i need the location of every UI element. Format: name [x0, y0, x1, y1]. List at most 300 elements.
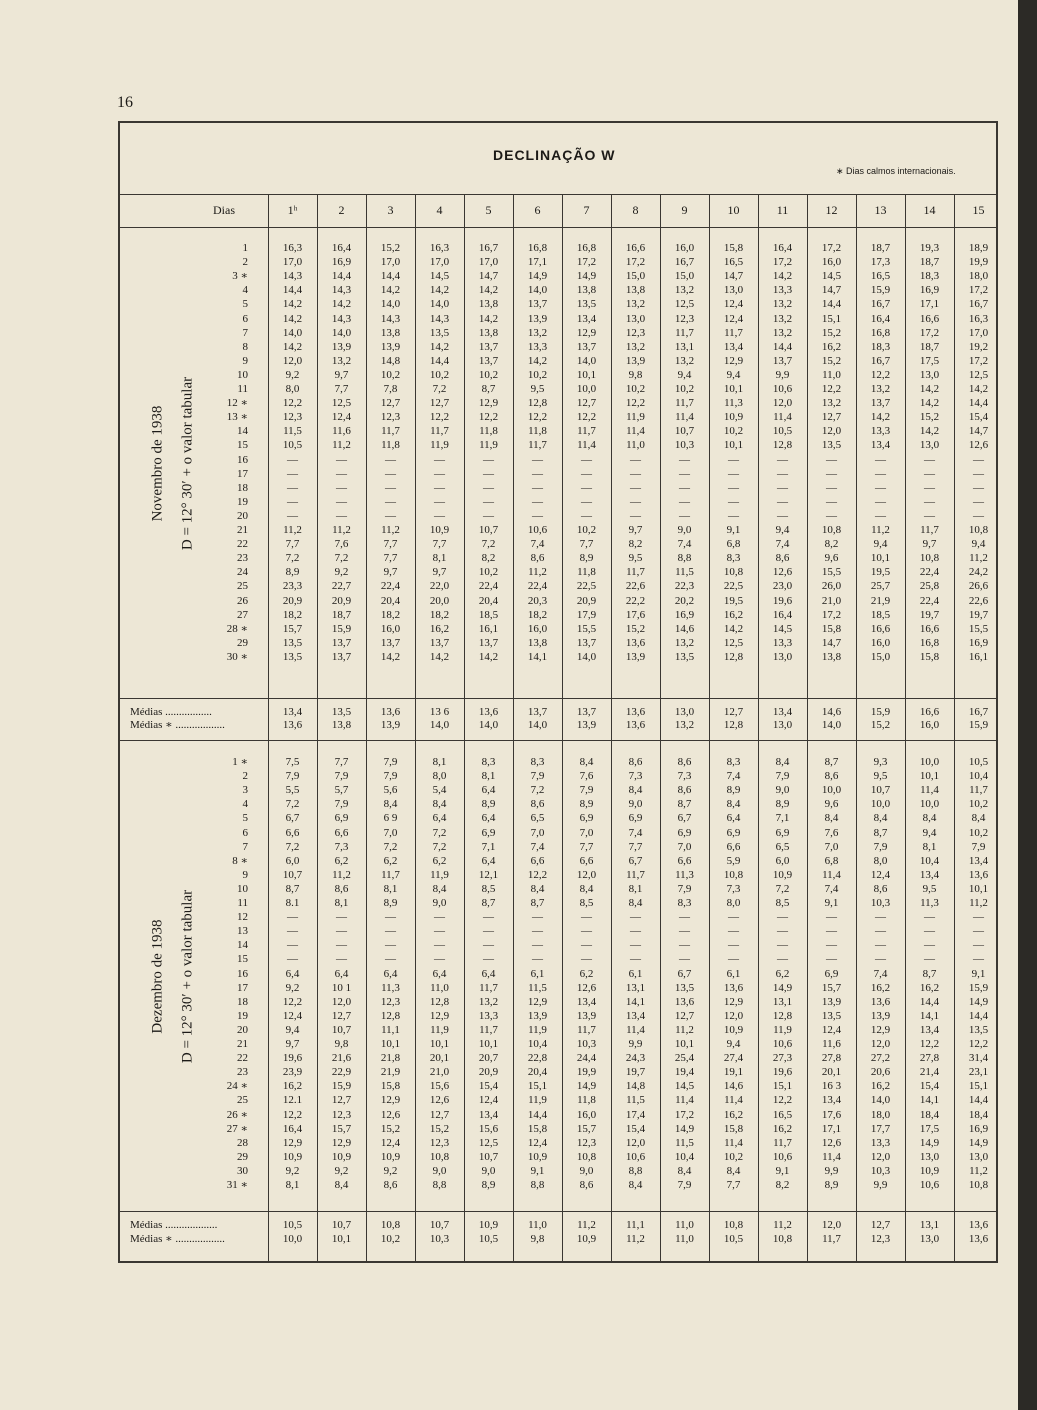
value-cell: 11,8	[381, 439, 400, 452]
value-cell: 10,9	[331, 1150, 352, 1163]
value-cell: 19,5	[870, 566, 891, 579]
value-cell: —	[385, 495, 396, 508]
header-hour-6: 6	[534, 203, 541, 217]
value-cell: 15,7	[821, 981, 842, 994]
value-cell: 10,7	[674, 425, 695, 438]
value-cell: 8,1	[922, 840, 937, 853]
value-cell: 10,7	[282, 868, 303, 881]
value-cell: —	[385, 481, 396, 494]
column-separator-14	[905, 194, 906, 1261]
december-side-label-1: Dezembro de 1938	[149, 919, 166, 1034]
column-separator-13	[856, 194, 857, 1261]
table-row	[130, 495, 1000, 509]
value-cell: 16,3	[968, 312, 989, 325]
value-cell: 10,9	[772, 868, 793, 881]
value-cell: —	[630, 495, 641, 508]
value-cell: 12,2	[870, 368, 891, 381]
value-cell: 16,6	[919, 312, 940, 325]
value-cell: 22,4	[919, 566, 940, 579]
value-cell: —	[973, 453, 984, 466]
table-row	[130, 368, 1000, 382]
value-cell: 12,8	[723, 650, 744, 663]
value-cell: 10,2	[429, 368, 450, 381]
value-cell: —	[826, 495, 837, 508]
value-cell: —	[973, 495, 984, 508]
value-cell: 14,9	[772, 981, 793, 994]
value-cell: 13,2	[821, 397, 842, 410]
value-cell: 8,5	[775, 897, 790, 909]
value-cell: 18,7	[331, 608, 352, 621]
value-cell: 13,2	[625, 340, 646, 353]
value-cell: 22,5	[576, 580, 597, 593]
value-cell: 6,1	[628, 967, 643, 980]
value-cell: 9,4	[971, 538, 986, 551]
value-cell: 22,3	[674, 580, 695, 593]
value-cell: 14,9	[674, 1122, 695, 1135]
value-cell: 8,2	[481, 552, 496, 565]
table-row	[130, 1037, 1000, 1051]
value-cell: —	[336, 925, 347, 938]
value-cell: 14,2	[968, 383, 989, 395]
media-cell: 11,0	[675, 1219, 694, 1231]
value-cell: 11,7	[381, 868, 400, 881]
value-cell: 12,8	[429, 995, 450, 1008]
media-cell: 10,8	[772, 1233, 793, 1245]
value-cell: 16,3	[282, 242, 303, 254]
value-cell: 14,0	[380, 298, 401, 311]
value-cell: 10,4	[527, 1038, 548, 1050]
value-cell: 8,6	[579, 1179, 594, 1191]
value-cell: 6,4	[481, 784, 496, 797]
media-cell: 13,4	[772, 706, 793, 718]
media-cell: 13,1	[919, 1219, 940, 1231]
value-cell: 10,8	[429, 1150, 450, 1163]
day-number: 9	[242, 354, 248, 367]
value-cell: 8,1	[432, 552, 447, 565]
value-cell: —	[826, 925, 837, 938]
value-cell: 11,5	[675, 566, 694, 579]
value-cell: 14,7	[478, 270, 499, 283]
value-cell: 15,4	[625, 1122, 646, 1135]
value-cell: 8,9	[775, 798, 790, 811]
value-cell: 15,4	[919, 1080, 940, 1093]
value-cell: 12,7	[331, 1094, 352, 1107]
value-cell: 12,9	[870, 1023, 891, 1036]
value-cell: 20,9	[331, 594, 352, 607]
value-cell: 12,7	[331, 1009, 352, 1022]
value-cell: 6,7	[628, 854, 643, 867]
value-cell: 10,8	[968, 524, 989, 536]
value-cell: —	[581, 509, 592, 522]
value-cell: 6,6	[726, 840, 741, 853]
value-cell: —	[336, 911, 347, 924]
value-cell: 11,7	[626, 868, 645, 881]
value-cell: 12,4	[527, 1136, 548, 1149]
day-number: 15	[237, 953, 248, 966]
value-cell: —	[630, 453, 641, 466]
media-cell: 12,7	[870, 1219, 891, 1231]
header-hour-13: 13	[874, 203, 887, 217]
media-cell: 10,9	[478, 1219, 499, 1231]
table-row	[130, 769, 1000, 783]
value-cell: 15,4	[478, 1080, 499, 1093]
value-cell: 13,7	[331, 636, 352, 649]
value-cell: 10,1	[723, 383, 744, 395]
value-cell: 11,9	[479, 439, 498, 452]
media-cell: 9,8	[530, 1233, 545, 1245]
table-row	[130, 382, 1000, 396]
value-cell: —	[581, 953, 592, 966]
table-row	[130, 467, 1000, 481]
value-cell: 13,0	[919, 368, 940, 381]
table-row	[130, 283, 1000, 297]
value-cell: 16,0	[674, 242, 695, 254]
value-cell: 17,2	[821, 608, 842, 621]
value-cell: 15,0	[674, 270, 695, 283]
value-cell: 7,4	[628, 826, 643, 839]
value-cell: 9,2	[285, 368, 300, 381]
value-cell: 16 3	[821, 1080, 842, 1093]
value-cell: 7,9	[775, 770, 790, 783]
value-cell: 10,1	[478, 1038, 499, 1050]
value-cell: 10,8	[723, 566, 744, 579]
value-cell: 12,7	[821, 411, 842, 424]
value-cell: —	[532, 911, 543, 924]
value-cell: 11,5	[528, 981, 547, 994]
value-cell: 22,8	[527, 1052, 548, 1065]
value-cell: 6,4	[383, 967, 398, 980]
value-cell: 13,9	[821, 995, 842, 1008]
value-cell: 17,0	[380, 256, 401, 269]
value-cell: 25,8	[919, 580, 940, 593]
value-cell: 20,7	[478, 1052, 499, 1065]
value-cell: 11,2	[332, 524, 351, 536]
day-number: 12 ∗	[226, 397, 248, 410]
value-cell: 22,4	[380, 580, 401, 593]
value-cell: —	[287, 939, 298, 952]
value-cell: —	[287, 509, 298, 522]
header-hour-1: 1ʰ	[287, 203, 298, 217]
value-cell: 10,2	[723, 425, 744, 438]
value-cell: 13,8	[380, 326, 401, 339]
media-cell: 13,7	[527, 706, 548, 718]
table-row	[130, 995, 1000, 1009]
day-number: 7	[242, 326, 248, 339]
value-cell: 14,2	[772, 270, 793, 283]
day-number: 7	[242, 840, 248, 853]
value-cell: 21,9	[380, 1066, 401, 1079]
value-cell: 12,0	[821, 425, 842, 438]
value-cell: 13,0	[625, 312, 646, 325]
value-cell: 14,0	[429, 298, 450, 311]
value-cell: 15,8	[527, 1122, 548, 1135]
value-cell: 22,0	[429, 580, 450, 593]
value-cell: —	[728, 453, 739, 466]
media-cell: 14,0	[478, 719, 499, 731]
value-cell: 20,2	[674, 594, 695, 607]
value-cell: 17,5	[919, 1122, 940, 1135]
table-row	[130, 269, 1000, 283]
value-cell: 7,2	[285, 840, 300, 853]
header-hour-2: 2	[338, 203, 345, 217]
value-cell: 17,3	[870, 256, 891, 269]
value-cell: 11,9	[773, 1023, 792, 1036]
value-cell: 14,3	[331, 312, 352, 325]
table-row	[130, 523, 1000, 537]
value-cell: 9,7	[922, 538, 937, 551]
table-row	[130, 1164, 1000, 1178]
value-cell: 8,6	[530, 552, 545, 565]
value-cell: 11,2	[381, 524, 400, 536]
table-row	[130, 551, 1000, 565]
value-cell: 15,0	[870, 650, 891, 663]
value-cell: 13,5	[968, 1023, 989, 1036]
value-cell: —	[973, 911, 984, 924]
value-cell: 5,5	[285, 784, 300, 797]
value-cell: 16,0	[576, 1108, 597, 1121]
value-cell: 12,7	[429, 397, 450, 410]
day-number: 27 ∗	[226, 1122, 248, 1135]
value-cell: 9,1	[775, 1164, 790, 1177]
value-cell: 16,0	[527, 622, 548, 635]
value-cell: —	[630, 953, 641, 966]
value-cell: 13,5	[674, 981, 695, 994]
media-cell: 14,0	[429, 719, 450, 731]
value-cell: 17,2	[968, 284, 989, 297]
media-cell: 13,0	[919, 1233, 940, 1245]
value-cell: 12,9	[527, 995, 548, 1008]
value-cell: 9,9	[775, 368, 790, 381]
value-cell: 12,3	[674, 312, 695, 325]
value-cell: 25,4	[674, 1052, 695, 1065]
value-cell: 13,6	[968, 868, 989, 881]
value-cell: 7,9	[383, 770, 398, 783]
value-cell: —	[924, 453, 935, 466]
value-cell: 18,3	[870, 340, 891, 353]
value-cell: 15,1	[821, 312, 842, 325]
value-cell: 26,6	[968, 580, 989, 593]
value-cell: 14,0	[576, 354, 597, 367]
value-cell: 12,4	[282, 1009, 303, 1022]
value-cell: 11,7	[577, 425, 596, 438]
value-cell: 12,2	[968, 1038, 989, 1050]
value-cell: 13,5	[821, 1009, 842, 1022]
value-cell: 8,4	[726, 798, 741, 811]
media-cell: 11,0	[528, 1219, 547, 1231]
value-cell: 13,1	[625, 981, 646, 994]
value-cell: 14,9	[968, 1136, 989, 1149]
value-cell: 11,0	[626, 439, 645, 452]
value-cell: 8,5	[481, 882, 496, 895]
value-cell: 12,4	[821, 1023, 842, 1036]
value-cell: —	[875, 953, 886, 966]
value-cell: 7,5	[285, 756, 300, 768]
value-cell: 6,9	[334, 812, 349, 825]
media-cell: 16,7	[968, 706, 989, 718]
value-cell: 7,4	[726, 770, 741, 783]
day-number: 23	[237, 552, 248, 565]
value-cell: 10,2	[380, 368, 401, 381]
value-cell: 13,0	[919, 439, 940, 452]
value-cell: 13,4	[968, 854, 989, 867]
table-row	[130, 1136, 1000, 1150]
value-cell: —	[434, 467, 445, 480]
value-cell: —	[924, 509, 935, 522]
value-cell: 16,8	[527, 242, 548, 254]
value-cell: —	[483, 953, 494, 966]
value-cell: —	[630, 925, 641, 938]
value-cell: 7,9	[971, 840, 986, 853]
value-cell: 9,7	[285, 1038, 300, 1050]
value-cell: 8,1	[383, 882, 398, 895]
value-cell: 16,5	[870, 270, 891, 283]
value-cell: —	[336, 495, 347, 508]
value-cell: 6,6	[285, 826, 300, 839]
table-row	[130, 910, 1000, 924]
column-separator-11	[758, 194, 759, 1261]
value-cell: 10,2	[625, 383, 646, 395]
value-cell: —	[973, 467, 984, 480]
value-cell: 9,0	[677, 524, 692, 536]
value-cell: 11,3	[920, 897, 939, 909]
value-cell: 13,8	[478, 326, 499, 339]
value-cell: 17,5	[919, 354, 940, 367]
value-cell: —	[777, 925, 788, 938]
media-cell: 10,7	[331, 1219, 352, 1231]
value-cell: 13,4	[478, 1108, 499, 1121]
value-cell: 15,6	[429, 1080, 450, 1093]
value-cell: 6,4	[481, 967, 496, 980]
value-cell: —	[532, 509, 543, 522]
value-cell: 14,1	[527, 650, 548, 663]
value-cell: 9,7	[628, 524, 643, 536]
value-cell: 14,0	[282, 326, 303, 339]
value-cell: 11,2	[332, 868, 351, 881]
value-cell: 13,7	[429, 636, 450, 649]
value-cell: 13,4	[723, 340, 744, 353]
value-cell: 13,0	[723, 284, 744, 297]
value-cell: 15,7	[331, 1122, 352, 1135]
value-cell: —	[728, 925, 739, 938]
day-number: 21	[237, 1038, 248, 1050]
dec-medias-label: Médias ...................	[130, 1219, 218, 1231]
value-cell: 17,7	[870, 1122, 891, 1135]
value-cell: 14,7	[821, 284, 842, 297]
day-number: 23	[237, 1066, 248, 1079]
value-cell: 10,9	[723, 411, 744, 424]
value-cell: 12,6	[429, 1094, 450, 1107]
media-cell: 13,0	[674, 706, 695, 718]
value-cell: 13,0	[968, 1150, 989, 1163]
value-cell: 16,2	[821, 340, 842, 353]
value-cell: 23,9	[282, 1066, 303, 1079]
value-cell: 8,4	[677, 1164, 692, 1177]
day-number: 16	[237, 967, 248, 980]
value-cell: 18,0	[968, 270, 989, 283]
value-cell: 19,4	[674, 1066, 695, 1079]
value-cell: 13,3	[870, 1136, 891, 1149]
value-cell: 12,0	[625, 1136, 646, 1149]
value-cell: —	[581, 939, 592, 952]
value-cell: 8,6	[824, 770, 839, 783]
value-cell: 19,7	[919, 608, 940, 621]
value-cell: 15,2	[821, 354, 842, 367]
value-cell: 10,1	[674, 1038, 695, 1050]
value-cell: —	[973, 509, 984, 522]
value-cell: 13,9	[527, 312, 548, 325]
value-cell: 9,1	[726, 524, 741, 536]
value-cell: 6,4	[481, 854, 496, 867]
header-hour-10: 10	[727, 203, 740, 217]
value-cell: 7,0	[383, 826, 398, 839]
table-title: DECLINAÇÃO W	[493, 147, 616, 163]
value-cell: 13,5	[429, 326, 450, 339]
nov-medias-top-rule	[120, 698, 996, 699]
table-row	[130, 981, 1000, 995]
value-cell: 12,0	[576, 868, 597, 881]
value-cell: 6,1	[726, 967, 741, 980]
value-cell: 13,8	[478, 298, 499, 311]
day-number: 18	[237, 995, 248, 1008]
value-cell: 13,2	[772, 326, 793, 339]
media-cell: 13,6	[625, 706, 646, 718]
value-cell: 11,7	[479, 1023, 498, 1036]
table-row	[130, 594, 1000, 608]
day-number: 8	[242, 340, 248, 353]
value-cell: 13,6	[870, 995, 891, 1008]
value-cell: —	[336, 481, 347, 494]
value-cell: —	[875, 925, 886, 938]
column-separator-12	[807, 194, 808, 1261]
value-cell: 14,2	[919, 425, 940, 438]
value-cell: 15,9	[870, 284, 891, 297]
day-number: 6	[242, 826, 248, 839]
column-separator-5	[464, 194, 465, 1261]
value-cell: 10,8	[919, 552, 940, 565]
value-cell: 12,2	[625, 397, 646, 410]
value-cell: —	[826, 939, 837, 952]
value-cell: 11,7	[577, 1023, 596, 1036]
value-cell: 16,0	[870, 636, 891, 649]
value-cell: 9,0	[481, 1164, 496, 1177]
value-cell: 10,9	[723, 1023, 744, 1036]
value-cell: 21,6	[331, 1052, 352, 1065]
value-cell: 6,7	[677, 967, 692, 980]
value-cell: 13,9	[380, 340, 401, 353]
value-cell: 16,4	[772, 608, 793, 621]
dec-medias-top-rule	[120, 1211, 996, 1212]
value-cell: 24,2	[968, 566, 989, 579]
value-cell: 14,2	[380, 650, 401, 663]
value-cell: 14,3	[429, 312, 450, 325]
day-number: 30	[237, 1164, 248, 1177]
value-cell: 10,9	[282, 1150, 303, 1163]
table-row	[130, 811, 1000, 825]
value-cell: 9,0	[775, 784, 790, 797]
value-cell: 13,8	[576, 284, 597, 297]
media-cell: 13,2	[674, 719, 695, 731]
value-cell: 12,6	[772, 566, 793, 579]
value-cell: 27,2	[870, 1052, 891, 1065]
value-cell: 8,4	[530, 882, 545, 895]
value-cell: 13,2	[674, 284, 695, 297]
media-cell: 11,2	[626, 1233, 645, 1245]
value-cell: 7,9	[677, 1179, 692, 1191]
value-cell: 11,6	[332, 425, 351, 438]
value-cell: 15,0	[625, 270, 646, 283]
value-cell: 13,3	[527, 340, 548, 353]
value-cell: 10,1	[576, 368, 597, 381]
